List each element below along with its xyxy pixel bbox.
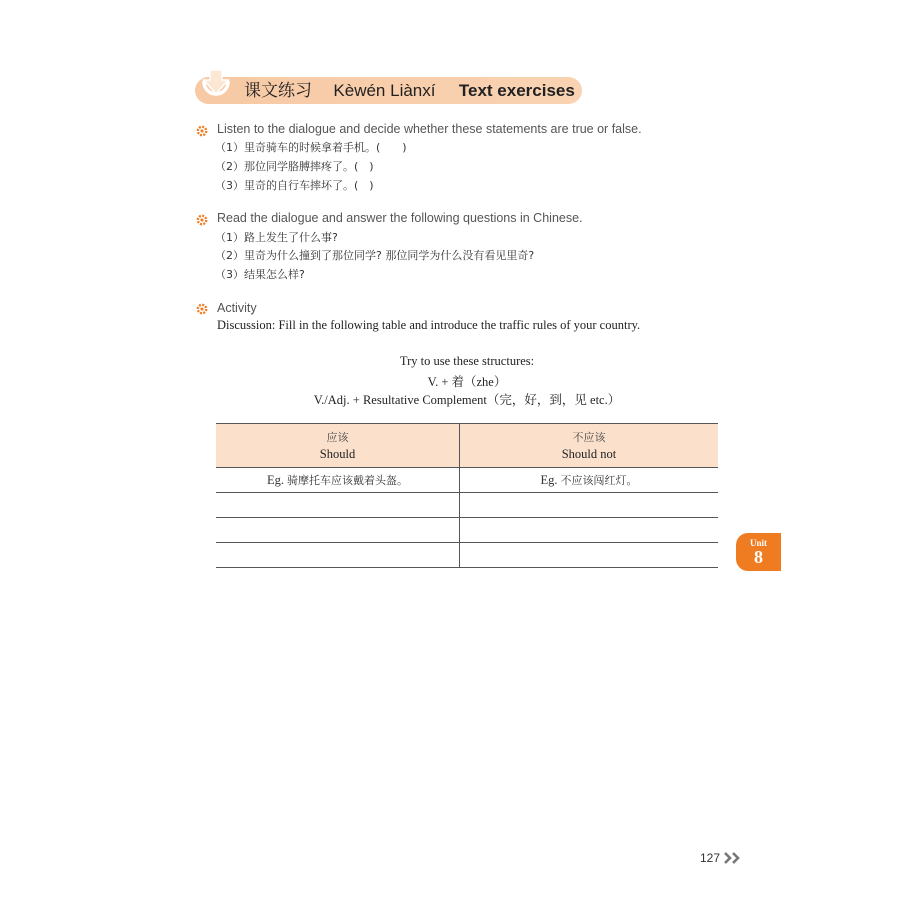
- blank-cell[interactable]: [216, 493, 460, 517]
- title-english: Text exercises: [458, 81, 575, 100]
- section1-instruction: Listen to the dialogue and decide whether these statements are true or false.: [217, 122, 642, 136]
- structures-intro: Try to use these structures:: [399, 354, 535, 368]
- eg-label: Eg.: [266, 472, 284, 487]
- unit-label: Unit: [749, 538, 767, 548]
- double-chevron-right-icon: [724, 852, 742, 864]
- structure-2: V./Adj. + Resultative Complement（完，好，到，见 etc.）: [313, 393, 621, 407]
- traffic-rules-table: [216, 423, 718, 568]
- unit-tab: [736, 533, 781, 571]
- section1-item-2: （2）那位同学胳膊摔疼了。( ): [215, 160, 374, 173]
- activity-label: Activity: [217, 301, 257, 315]
- unit-number: 8: [754, 547, 763, 567]
- section-title: [244, 79, 575, 103]
- table-header: [216, 423, 718, 468]
- header-should-not-en: Should not: [561, 447, 617, 461]
- header-should-zh: 应该: [326, 431, 349, 444]
- header-should-not: [460, 424, 718, 467]
- section2-item-3: （3）结果怎么样?: [215, 268, 305, 281]
- gear-icon: [196, 303, 208, 315]
- blank-cell[interactable]: [460, 543, 718, 567]
- header-should: [216, 424, 460, 467]
- discussion-text: Discussion: Fill in the following table and introduce the traffic rules of your country.: [217, 318, 641, 332]
- title-chinese: 课文练习: [244, 81, 312, 101]
- gear-icon: [196, 125, 208, 137]
- table-row: [216, 543, 718, 568]
- table-row: [216, 518, 718, 543]
- blank-cell[interactable]: [216, 543, 460, 567]
- section2-item-2: （2）里奇为什么撞到了那位同学? 那位同学为什么没有看见里奇?: [215, 249, 535, 262]
- blank-cell[interactable]: [216, 518, 460, 542]
- header-should-en: Should: [319, 447, 356, 461]
- table-row: [216, 468, 718, 493]
- page-number: 127: [700, 851, 721, 865]
- blank-cell[interactable]: [460, 518, 718, 542]
- section1-item-3: （3）里奇的自行车摔坏了。( ): [215, 179, 374, 192]
- section1-item-1: （1）里奇骑车的时候拿着手机。( ): [215, 141, 407, 154]
- section2-instruction: Read the dialogue and answer the following questions in Chinese.: [217, 211, 583, 225]
- header-should-not-zh: 不应该: [572, 431, 606, 444]
- gear-icon: [196, 214, 208, 226]
- table-row: [216, 493, 718, 518]
- section2-item-1: （1）路上发生了什么事?: [215, 231, 338, 244]
- blank-cell[interactable]: [460, 493, 718, 517]
- example-should: 骑摩托车应该戴着头盔。: [287, 474, 408, 487]
- example-should-cell: [216, 468, 460, 492]
- title-pinyin: Kèwén Liànxí: [333, 81, 436, 100]
- example-should-not-cell: [460, 468, 718, 492]
- structure-1: V. + 着（zhe）: [427, 375, 507, 389]
- example-should-not: 不应该闯红灯。: [560, 474, 638, 487]
- eg-label: Eg.: [540, 472, 558, 487]
- down-arrow-icon: [196, 66, 236, 106]
